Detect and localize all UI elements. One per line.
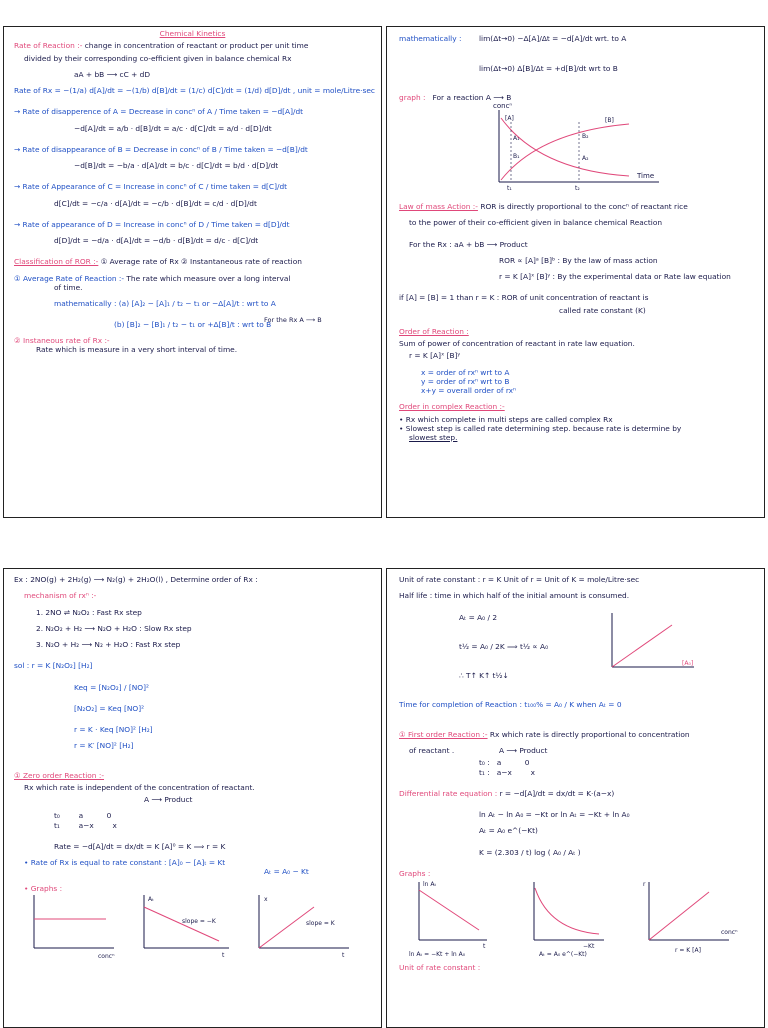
graph-label-t2: t₂ bbox=[575, 185, 580, 190]
complex-point-1: • Rx which complete in multi steps are called complex Rx bbox=[399, 414, 613, 424]
solution-n2o2: [N₂O₂] = Keq [NO]² bbox=[74, 703, 145, 713]
half-life-eq3: ∴ T↑ K↑ t½↓ bbox=[459, 671, 509, 680]
graph-axis-y: concⁿ bbox=[493, 102, 513, 110]
zero-graph-conc bbox=[144, 895, 229, 959]
first-graph-ln-cap: ln Aₜ = −Kt + ln A₀ bbox=[409, 951, 466, 958]
zero-graph-rate bbox=[34, 895, 115, 960]
graph-label-b1: B₁ bbox=[513, 153, 520, 160]
complex-label: Order in complex Reaction :- bbox=[399, 402, 505, 412]
graph-label: graph : bbox=[399, 92, 426, 102]
order-y: y = order of rxⁿ wrt to B bbox=[421, 376, 510, 386]
zero-order-const2: Aₜ = A₀ − Kt bbox=[264, 867, 309, 877]
mass-action-if2: called rate constant (K) bbox=[559, 305, 646, 315]
product-curve bbox=[501, 124, 629, 180]
graph-label-a2: A₂ bbox=[582, 155, 589, 162]
first-order-t0: t₀ : a 0 bbox=[479, 758, 530, 768]
exp-equation: Aₜ = A₀ e^(−Kt) bbox=[479, 826, 538, 836]
first-order-graphs bbox=[399, 878, 754, 960]
mechanism-step-2: 2. N₂O₂ + H₂ ⟶ N₂O + H₂O : Slow Rx step bbox=[36, 623, 192, 633]
zero-order-rx: A ⟶ Product bbox=[144, 795, 193, 804]
mass-action-rx: For the Rx : aA + bB ⟶ Product bbox=[409, 239, 528, 249]
average-math-a: mathematically : (a) [A]₂ − [A]₁ / t₂ − t₁ or −Δ[A]/t : wrt to A bbox=[54, 299, 276, 308]
disappear-a-eq: −d[A]/dt = a/b · d[B]/dt = a/c · d[C]/dt = a/d · d[D]/dt bbox=[74, 123, 272, 133]
mechanism-step-3: 3. N₂O + H₂ ⟶ N₂ + H₂O : Fast Rx step bbox=[36, 640, 181, 649]
first-graph-exp-lbl: −Kt bbox=[583, 943, 595, 950]
notes-page-3 bbox=[3, 568, 382, 1028]
zero-graph-conc-x: t bbox=[222, 951, 225, 959]
first-graph-rate-cap: r = K [A] bbox=[675, 947, 701, 954]
zero-order-t0: t₀ a 0 bbox=[54, 811, 112, 821]
mechanism-label: mechanism of rxⁿ :- bbox=[24, 591, 97, 601]
mass-action-rate: r = K [A]ˣ [B]ʸ : By the experimental data or Rate law equation bbox=[499, 272, 731, 281]
zero-graph-conc-slope: slope = −K bbox=[182, 917, 216, 925]
graph-label-b2: B₂ bbox=[582, 133, 589, 140]
mass-action-ror: ROR ∝ [A]ᵃ [B]ᵇ : By the law of mass action bbox=[499, 255, 658, 265]
rate-unit: unit = mole/Litre·sec bbox=[297, 86, 375, 95]
diff-rate-eq: r = −d[A]/dt = dx/dt = K·(a−x) bbox=[499, 788, 615, 798]
complex-point-3: slowest step. bbox=[409, 433, 458, 442]
unit-rate-constant: Unit of rate constant : r = K Unit of r = Unit of K = mole/Litre·sec bbox=[399, 575, 640, 584]
average-math-b: (b) [B]₂ − [B]₁ / t₂ − t₁ or +Δ[B]/t : wrt to B bbox=[114, 320, 272, 330]
first-graphs-label: Graphs : bbox=[399, 868, 431, 878]
classification-text: ① Average rate of Rx ② Instantaneous rate of reaction bbox=[100, 257, 302, 267]
mass-action-text: ROR is directly proportional to the concⁿ of reactant rice bbox=[480, 202, 688, 211]
completion-time: Time for completion of Reaction : t₁₀₀% = A₀ / K when Aₜ = 0 bbox=[399, 700, 622, 710]
zero-graphs-label: • Graphs : bbox=[24, 883, 63, 893]
mass-action-text2: to the power of their co-efficient given in balance chemical Reaction bbox=[409, 218, 663, 228]
first-graph-rate-y: r bbox=[643, 881, 646, 888]
general-reaction: aA + bB ⟶ cC + dD bbox=[74, 69, 151, 79]
half-life-eq1: Aₜ = A₀ / 2 bbox=[459, 612, 498, 622]
notes-page-4 bbox=[386, 568, 765, 1028]
disappear-b-def: → Rate of disappearance of B = Decrease in concⁿ of B / Time taken = −d[B]/dt bbox=[14, 144, 308, 154]
solution-rate: sol : r = K [N₂O₂] [H₂] bbox=[14, 661, 93, 671]
appear-c-eq: d[C]/dt = −c/a · d[A]/dt = −c/b · d[B]/dt = c/d · d[D]/dt bbox=[54, 198, 257, 208]
page-title: Chemical Kinetics bbox=[159, 29, 226, 38]
example-question: Ex : 2NO(g) + 2H₂(g) ⟶ N₂(g) + 2H₂O(l) , Determine order of Rx : bbox=[14, 575, 258, 584]
first-order-label: ① First order Reaction :- bbox=[399, 729, 488, 739]
rate-expression: Rate of Rx = −(1/a) d[A]/dt = −(1/b) d[B]/dt = (1/c) d[C]/dt = (1/d) d[D]/dt , bbox=[14, 86, 296, 95]
for-the-rx: For the Rx A ⟶ B bbox=[264, 315, 322, 324]
average-rate-label: ① Average Rate of Reaction :- bbox=[14, 273, 125, 283]
first-order-text2: of reactant . bbox=[409, 745, 455, 755]
solution-r2: r = K′ [NO]² [H₂] bbox=[74, 741, 134, 751]
zero-graph-x-x: t bbox=[342, 951, 345, 959]
half-life-def: Half life : time in which half of the initial amount is consumed. bbox=[399, 591, 630, 601]
disappear-b-eq: −d[B]/dt = −b/a · d[A]/dt = b/c · d[C]/dt = b/d · d[D]/dt bbox=[74, 161, 279, 170]
order-rate-eq: r = K [A]ˣ [B]ʸ bbox=[409, 351, 461, 361]
order-x: x = order of rxⁿ wrt to A bbox=[421, 367, 510, 377]
zero-order-const: • Rate of Rx is equal to rate constant : [A]₀ − [A]ₜ = Kt bbox=[24, 858, 226, 867]
first-order-text: Rx which rate is directly proportional to concentration bbox=[489, 729, 690, 739]
diff-rate-label: Differential rate equation : bbox=[399, 788, 498, 798]
complex-point-2: • Slowest step is called rate determining step. because rate is determine by bbox=[399, 423, 682, 433]
zero-order-rate: Rate = −d[A]/dt = dx/dt = K [A]⁰ = K ⟹ r = K bbox=[54, 841, 226, 851]
rate-def-text: change in concentration of reactant or product per unit time bbox=[84, 41, 309, 51]
zero-graph-x-y: x bbox=[264, 895, 268, 903]
solution-r1: r = K · Keq [NO]² [H₂] bbox=[74, 725, 153, 734]
first-graph-ln-y: ln Aₜ bbox=[423, 881, 437, 888]
first-order-t1: t₁ : a−x x bbox=[479, 767, 536, 777]
classification-label: Classification of ROR :- bbox=[14, 257, 99, 267]
limit-b: lim(Δt→0) Δ[B]/Δt = +d[B]/dt wrt to B bbox=[479, 63, 618, 73]
first-graph-ln-x: t bbox=[483, 943, 486, 950]
graph-text: For a reaction A ⟶ B bbox=[432, 92, 512, 102]
solution-keq: Keq = [N₂O₂] / [NO]² bbox=[74, 682, 149, 692]
order-text: Sum of power of concentration of reactant in rate law equation. bbox=[399, 339, 635, 348]
zero-graph-conc-y: Aₜ bbox=[148, 895, 154, 903]
average-rate-text2: of time. bbox=[54, 282, 83, 292]
disappear-a-def: → Rate of disapperence of A = Decrease in concⁿ of A / Time taken = −d[A]/dt bbox=[14, 107, 304, 117]
instant-rate-text: Rate which is measure in a very short interval of time. bbox=[36, 344, 238, 354]
zero-graph-rate-x: concⁿ bbox=[98, 952, 115, 960]
graph-axis-x: Time bbox=[637, 172, 655, 180]
half-life-graph-x: [A₀] bbox=[682, 660, 694, 667]
unit-bottom-label: Unit of rate constant : bbox=[399, 963, 481, 972]
graph-label-a: [A] bbox=[505, 115, 514, 122]
notes-page-1 bbox=[3, 26, 382, 518]
first-order-rx: A ⟶ Product bbox=[499, 746, 548, 755]
order-label: Order of Reaction : bbox=[399, 326, 469, 336]
first-graph-rate bbox=[643, 881, 738, 954]
appear-c-def: → Rate of Appearance of C = Increase in concⁿ of C / time taken = d[C]/dt bbox=[14, 182, 288, 192]
first-graph-ln bbox=[409, 881, 487, 958]
zero-order-text: Rx which rate is independent of the concentration of reactant. bbox=[24, 782, 255, 792]
first-graph-exp bbox=[534, 882, 604, 958]
rate-def-text2: divided by their corresponding co-efficient given in balance chemical Rx bbox=[24, 53, 292, 63]
graph-label-b: [B] bbox=[605, 117, 614, 124]
zero-order-label: ① Zero order Reaction :- bbox=[14, 770, 104, 780]
zero-graph-x-slope: slope = K bbox=[306, 919, 335, 927]
math-label: mathematically : bbox=[399, 34, 462, 43]
mass-action-if: if [A] = [B] = 1 than r = K : ROR of unit concentration of reactant is bbox=[399, 293, 649, 303]
notes-page-2 bbox=[386, 26, 765, 518]
average-rate-text: The rate which measure over a long interval bbox=[126, 273, 291, 283]
zero-graph-x bbox=[259, 895, 349, 959]
mass-action-label: Law of mass Action :- bbox=[399, 202, 478, 211]
appear-d-eq: d[D]/dt = −d/a · d[A]/dt = −d/b · d[B]/dt = d/c · d[C]/dt bbox=[54, 236, 259, 245]
first-graph-rate-x: concⁿ bbox=[721, 929, 738, 936]
instant-rate-label: ② Instaneous rate of Rx :- bbox=[14, 335, 110, 345]
mechanism-step-1: 1. 2NO ⇌ N₂O₂ : Fast Rx step bbox=[36, 607, 142, 617]
limit-a: lim(Δt→0) −Δ[A]/Δt = −d[A]/dt wrt. to A bbox=[479, 34, 627, 44]
k-equation: K = (2.303 / t) log ( A₀ / Aₜ ) bbox=[479, 847, 581, 857]
zero-order-graphs bbox=[14, 893, 369, 961]
first-graph-exp-cap: Aₜ = A₀ e^(−Kt) bbox=[539, 951, 587, 958]
graph-label-t1: t₁ bbox=[507, 185, 512, 190]
order-xy: x+y = overall order of rxⁿ bbox=[421, 386, 516, 395]
graph-label-a1: A₁ bbox=[513, 135, 520, 142]
zero-order-t1: t₁ a−x x bbox=[54, 820, 117, 830]
ln-equation: ln Aₜ − ln A₀ = −Kt or ln Aₜ = −Kt + ln A₀ bbox=[479, 810, 630, 819]
appear-d-def: → Rate of appearance of D = Increase in concⁿ of D / Time taken = d[D]/dt bbox=[14, 219, 290, 229]
half-life-eq2: t½ = A₀ / 2K ⟹ t½ ∝ A₀ bbox=[459, 641, 549, 651]
half-life-graph bbox=[602, 611, 712, 673]
concentration-time-graph bbox=[479, 102, 679, 190]
rate-def-label: Rate of Reaction :- bbox=[14, 41, 83, 51]
